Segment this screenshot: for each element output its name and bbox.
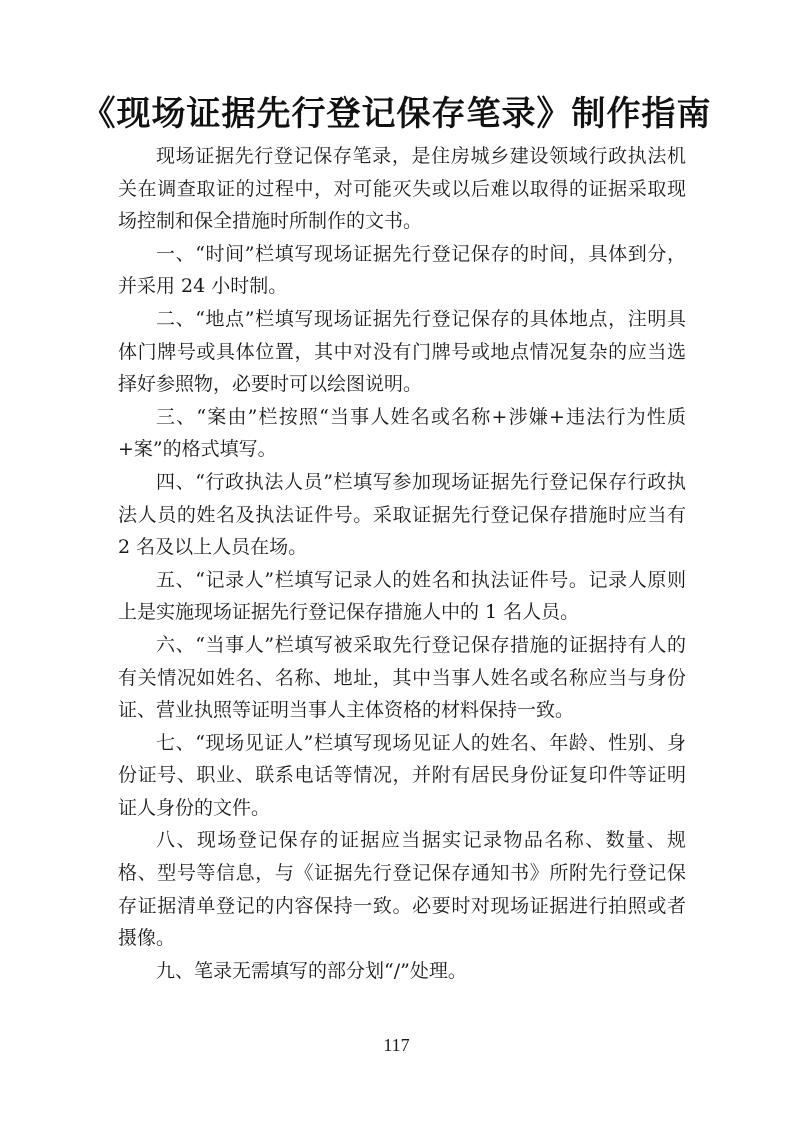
item-paragraph-evidence: 八、现场登记保存的证据应当据实记录物品名称、数量、规格、型号等信息，与《证据先行登记保存通知书》所附先行登记保存证据清单登记的内容保持一致。必要时对现场证据进行拍照或者摄像。	[118, 829, 686, 950]
item-paragraph-officers: 四、“行政执法人员”栏填写参加现场证据先行登记保存行政执法人员的姓名及执法证件号。采取证据先行登记保存措施时应当有 2 名及以上人员在场。	[118, 470, 686, 559]
item-paragraph-location: 二、“地点”栏填写现场证据先行登记保存的具体地点，注明具体门牌号或具体位置，其中对没有门牌号或地点情况复杂的应当选择好参照物，必要时可以绘图说明。	[118, 307, 686, 396]
document-title: 《现场证据先行登记保存笔录》制作指南	[81, 94, 712, 134]
item-paragraph-case: 三、“案由”栏按照“当事人姓名或名称+涉嫌+违法行为性质+案”的格式填写。	[118, 405, 686, 461]
page-number: 117	[383, 1035, 410, 1055]
item-paragraph-time: 一、“时间”栏填写现场证据先行登记保存的时间，具体到分，并采用 24 小时制。	[118, 242, 686, 298]
intro-paragraph: 现场证据先行登记保存笔录，是住房城乡建设领域行政执法机关在调查取证的过程中，对可能灭失或以后难以取得的证据采取现场控制和保全措施时所制作的文书。	[118, 145, 686, 233]
item-paragraph-party: 六、“当事人”栏填写被采取先行登记保存措施的证据持有人的有关情况如姓名、名称、地址，其中当事人姓名或名称应当与身份证、营业执照等证明当事人主体资格的材料保持一致。	[118, 633, 686, 722]
item-paragraph-recorder: 五、“记录人”栏填写记录人的姓名和执法证件号。记录人原则上是实施现场证据先行登记保存措施人中的 1 名人员。	[118, 568, 686, 624]
item-paragraph-witness: 七、“现场见证人”栏填写现场见证人的姓名、年龄、性别、身份证号、职业、联系电话等情况，并附有居民身份证复印件等证明证人身份的文件。	[118, 731, 686, 819]
item-paragraph-blank-fields: 九、笔录无需填写的部分划“/”处理。	[156, 959, 467, 982]
document-body	[118, 140, 686, 987]
